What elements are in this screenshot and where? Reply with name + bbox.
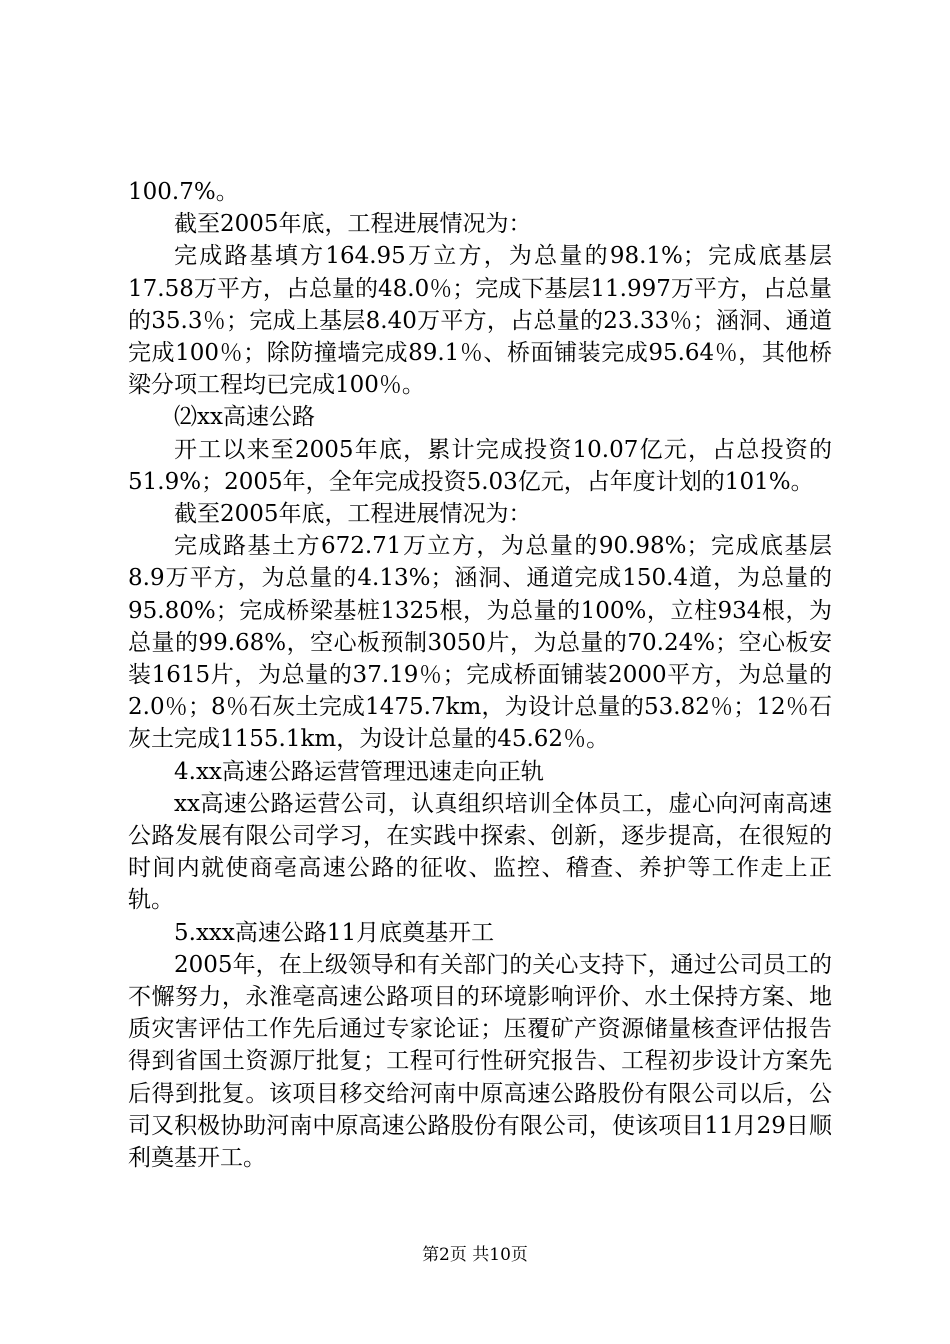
paragraph-6: 截至2005年底，工程进展情况为： [174, 501, 532, 528]
paragraph-11: 2005年，在上级领导和有关部门的关心支持下，通过公司员工的不懈努力，永淮亳高速公路项目的环境影响评价、水土保持方案、地质灾害评估工作先后通过专家论证；压覆矿产资源储量核查评估报告得到省国土资源厅批复；工程可行性研究报告、工程初步设计方案先后得到批复。该项目移交给河南中原高速公路股份有限公司以后，公司又积极协助河南中原高速公路股份有限公司，使该项目11月29日顺利奠基开工。 [128, 951, 832, 1172]
paragraph-5: 开工以来至2005年底，累计完成投资10.07亿元，占总投资的51.9%；2005年，全年完成投资5.03亿元，占年度计划的101%。 [128, 436, 832, 495]
section-heading-4: 4.xx高速公路运营管理迅速走向正轨 [174, 758, 544, 785]
section-heading-2: ⑵xx高速公路 [174, 404, 315, 431]
paragraph-2: 截至2005年底，工程进展情况为： [174, 211, 532, 238]
section-heading-5: 5.xxx高速公路11月底奠基开工 [174, 919, 495, 946]
paragraph-3: 完成路基填方164.95万立方，为总量的98.1%；完成底基层17.58万平方，占总量的48.0％；完成下基层11.997万平方，占总量的35.3％；完成上基层8.40万平方，占总量的23.33％；涵洞、通道完成100％；除防撞墙完成89.1％、桥面铺装完成95.64％，其他桥梁分项工程均已完成100％。 [128, 243, 832, 399]
page-footer: 第2页 共10页 [422, 1245, 528, 1265]
paragraph-1: 100.7%。 [128, 179, 239, 205]
paragraph-9: xx高速公路运营公司，认真组织培训全体员工，虚心向河南高速公路发展有限公司学习，在实践中探索、创新，逐步提高，在很短的时间内就使商亳高速公路的征收、监控、稽查、养护等工作走上正轨。 [128, 790, 832, 914]
document-body [128, 176, 832, 1174]
paragraph-7: 完成路基土方672.71万立方，为总量的90.98%；完成底基层8.9万平方，为总量的4.13%；涵洞、通道完成150.4道，为总量的95.80%；完成桥梁基桩1325根，为总量的100%，立柱934根，为总量的99.68%，空心板预制3050片，为总量的70.24%；空心板安装1615片，为总量的37.19％；完成桥面铺装2000平方，为总量的2.0％；8％石灰土完成1475.7km，为设计总量的53.82％；12％石灰土完成1155.1km，为设计总量的45.62％。 [128, 533, 832, 753]
